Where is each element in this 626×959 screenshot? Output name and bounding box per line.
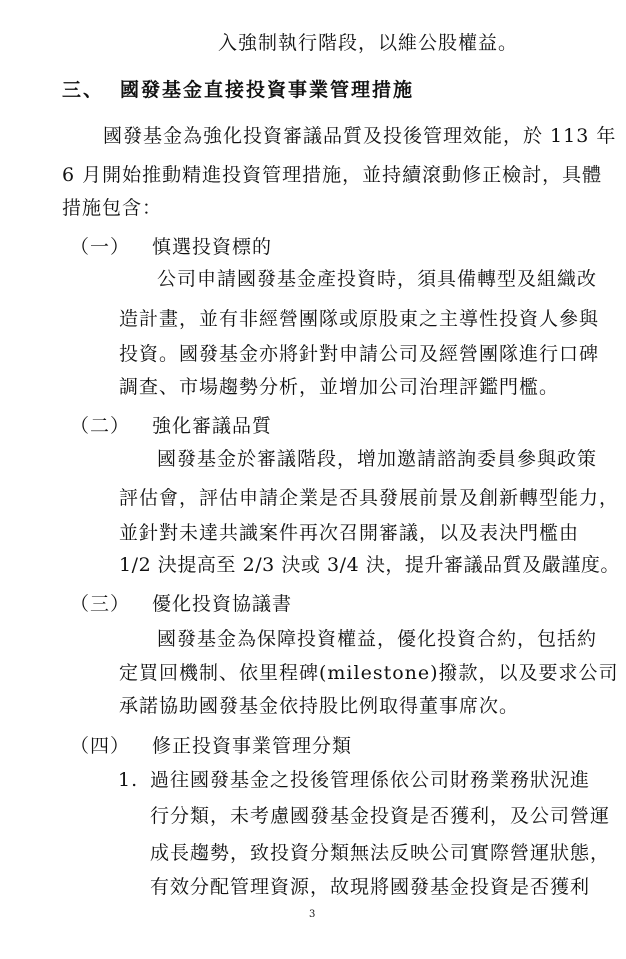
item-body-line: 有效分配管理資源，故現將國發基金投資是否獲利 [150,876,591,898]
paragraph-line: 6 月開始推動精進投資管理措施，並持續滾動修正檢討，具體 [62,164,603,186]
item-body-line: 定買回機制、依里程碑(milestone)撥款，以及要求公司 [119,662,619,684]
item-body-line: 承諾協助國發基金依持股比例取得董事席次。 [119,695,520,717]
item-body-line: 調查、市場趨勢分析，並增加公司治理評鑑門檻。 [119,376,560,398]
item-body-line: 1/2 決提高至 2/3 決或 3/4 決，提升審議品質及嚴謹度。 [119,554,620,576]
item-body-line: 成長趨勢，致投資分類無法反映公司實際營運狀態， [150,842,611,864]
page-number: 3 [309,909,316,920]
item-marker: （二） [70,415,131,437]
item-body-line: 國發基金於審議階段，增加邀請諮詢委員參與政策 [157,448,598,470]
item-body-line: 過往國發基金之投後管理係依公司財務業務狀況進 [150,769,591,791]
item-marker: （一） [70,236,131,258]
item-title: 慎選投資標的 [152,236,273,258]
item-body-line: 並針對未達共識案件再次召開審議，以及表決門檻由 [119,522,580,544]
item-body-line: 造計畫，並有非經營團隊或原股東之主導性投資人參與 [119,308,600,330]
item-body-line: 評估會，評估申請企業是否具發展前景及創新轉型能力， [119,487,620,509]
item-marker: （四） [70,735,131,757]
section-number: 三、 [62,79,105,101]
item-title: 修正投資事業管理分類 [152,735,353,757]
sub-item-number: 1. [118,769,139,791]
item-body-line: 投資。國發基金亦將針對申請公司及經營團隊進行口碑 [119,343,600,365]
section-title: 國發基金直接投資事業管理措施 [120,79,415,101]
item-title: 優化投資協議書 [152,593,293,615]
item-body-line: 公司申請國發基金產投資時，須具備轉型及組織改 [157,268,598,290]
item-title: 強化審議品質 [152,415,273,437]
item-body-line: 國發基金為保障投資權益，優化投資合約，包括約 [157,628,598,650]
paragraph-line: 措施包含： [62,197,163,219]
item-marker: （三） [70,593,131,615]
intro-line: 入強制執行階段，以維公股權益。 [218,32,519,54]
item-body-line: 行分類，未考慮國發基金投資是否獲利，及公司營運 [150,805,611,827]
paragraph-line: 國發基金為強化投資審議品質及投後管理效能，於 113 年 [103,125,617,147]
